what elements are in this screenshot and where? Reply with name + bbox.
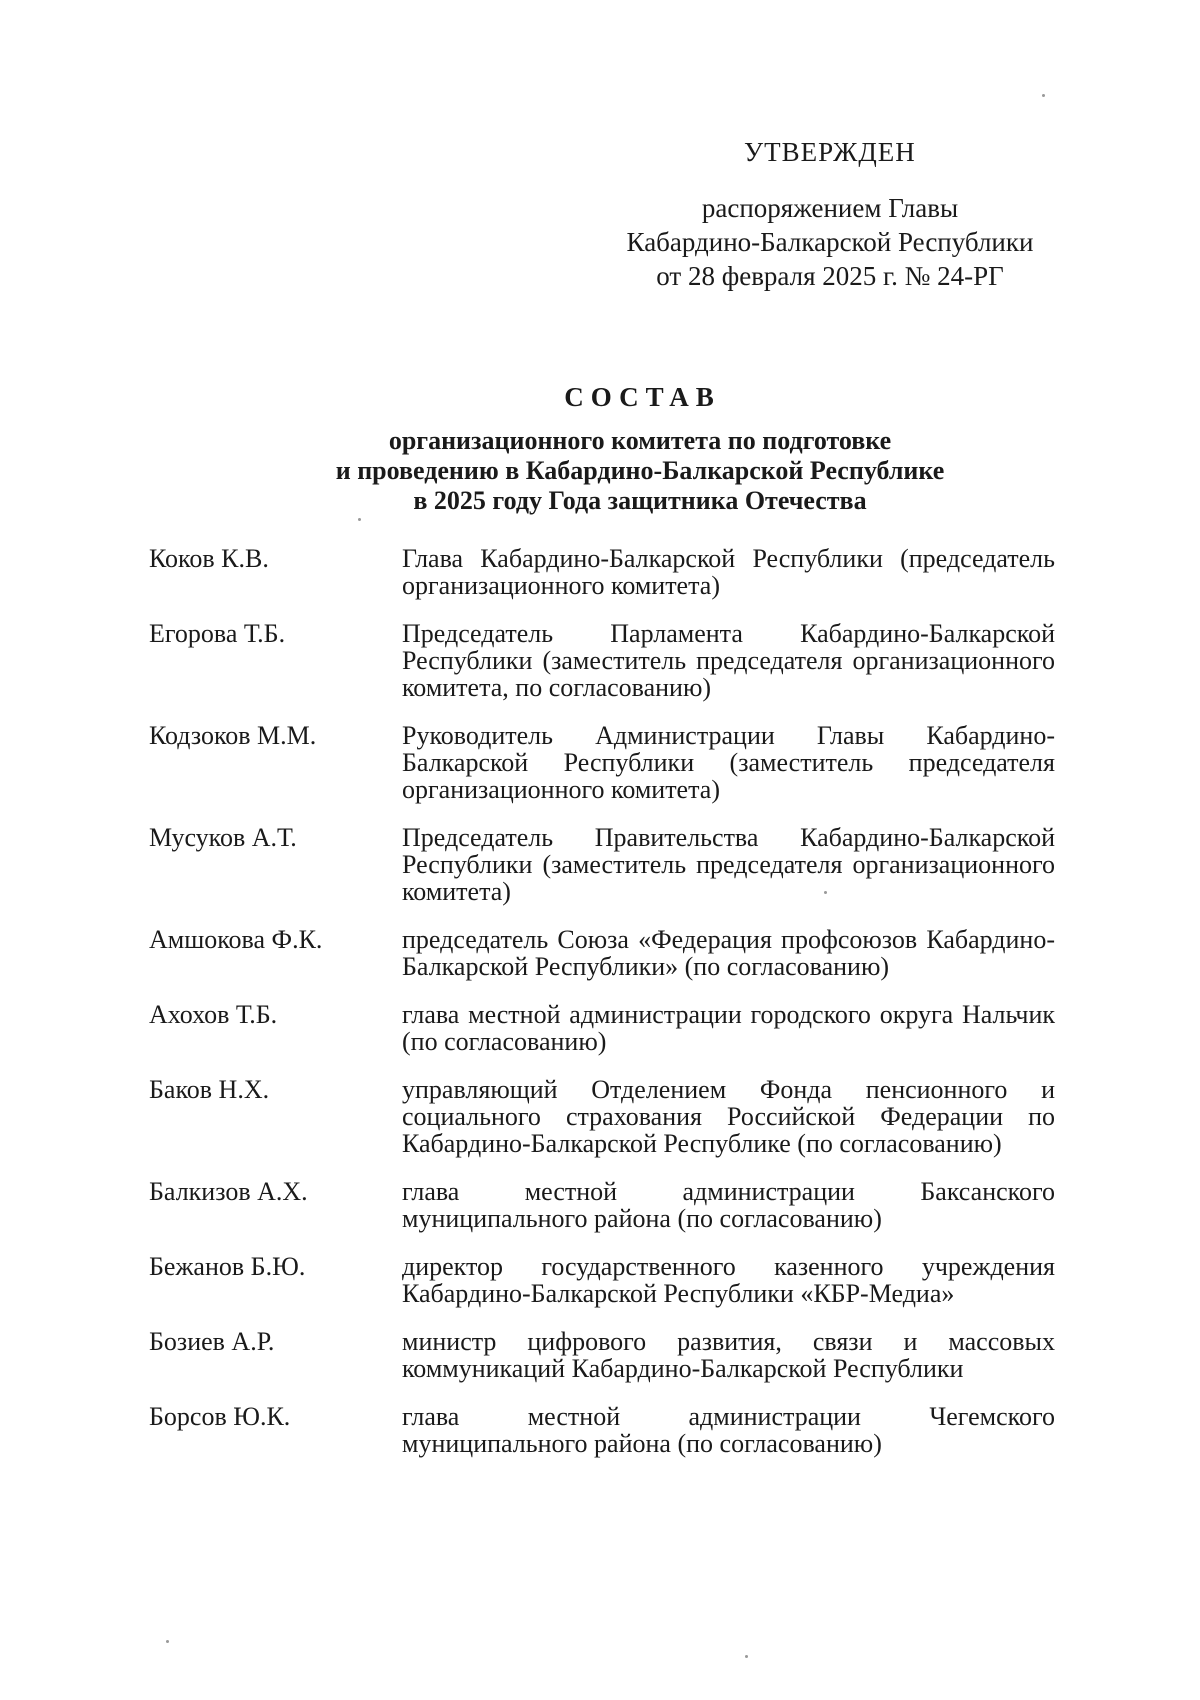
member-name: Амшокова Ф.К. [149, 925, 323, 954]
member-role: глава местной администрации городского округа Нальчик (по согласованию) [402, 1000, 1055, 1056]
scan-speck [824, 891, 827, 894]
member-role: глава местной администрации Чегемского муниципального района (по согласованию) [402, 1402, 1055, 1458]
member-name: Бежанов Б.Ю. [149, 1252, 306, 1281]
member-row [149, 1253, 1055, 1307]
scan-speck [166, 1640, 169, 1643]
approval-details [600, 191, 1060, 293]
member-row [149, 620, 1055, 701]
approval-line: распоряжением Главы [701, 193, 959, 223]
member-name: Егорова Т.Б. [149, 619, 286, 648]
document-title: СОСТАВ [564, 382, 721, 412]
subtitle-line: в 2025 году Года защитника Отечества [413, 486, 867, 515]
member-row [149, 545, 1055, 599]
member-role: Председатель Правительства Кабардино-Балкарской Республики (заместитель председателя организационного комитета) [402, 823, 1055, 906]
member-name: Балкизов А.Х. [149, 1177, 308, 1206]
member-name: Борсов Ю.К. [149, 1402, 291, 1431]
member-row [149, 824, 1055, 905]
document-subtitle [195, 426, 1085, 516]
committee-roster [149, 545, 1055, 1478]
subtitle-line: организационного комитета по подготовке [388, 426, 892, 455]
approval-stamp [600, 135, 1060, 293]
member-role: Глава Кабардино-Балкарской Республики (председатель организационного комитета) [402, 544, 1055, 600]
document-heading [150, 380, 1085, 516]
member-row [149, 926, 1055, 980]
scan-speck [745, 1655, 748, 1658]
member-name: Коков К.В. [149, 544, 269, 573]
scan-speck [1042, 94, 1045, 97]
member-name: Бозиев А.Р. [149, 1327, 275, 1356]
member-row [149, 1178, 1055, 1232]
approval-line: Кабардино-Балкарской Республики [626, 227, 1034, 257]
member-row [149, 1076, 1055, 1157]
member-role: Председатель Парламента Кабардино-Балкарской Республики (заместитель председателя организационного комитета, по согласованию) [402, 619, 1055, 702]
member-name: Кодзоков М.М. [149, 721, 317, 750]
member-row [149, 1001, 1055, 1055]
scan-speck [358, 518, 361, 521]
subtitle-line: и проведению в Кабардино-Балкарской Республике [335, 456, 945, 485]
approval-title: УТВЕРЖДЕН [744, 137, 916, 167]
member-row [149, 1328, 1055, 1382]
member-role: директор государственного казенного учреждения Кабардино-Балкарской Республики «КБР-Медиа» [402, 1252, 1055, 1308]
member-role: Руководитель Администрации Главы Кабардино-Балкарской Республики (заместитель председателя организационного комитета) [402, 721, 1055, 804]
member-name: Баков Н.Х. [149, 1075, 270, 1104]
member-role: министр цифрового развития, связи и массовых коммуникаций Кабардино-Балкарской Республики [402, 1327, 1055, 1383]
member-role: председатель Союза «Федерация профсоюзов Кабардино-Балкарской Республики» (по согласованию) [402, 925, 1055, 981]
member-row [149, 1403, 1055, 1457]
member-row [149, 722, 1055, 803]
member-name: Мусуков А.Т. [149, 823, 297, 852]
member-role: глава местной администрации Баксанского муниципального района (по согласованию) [402, 1177, 1055, 1233]
member-name: Ахохов Т.Б. [149, 1000, 278, 1029]
approval-line: от 28 февраля 2025 г. № 24-РГ [656, 261, 1004, 291]
member-role: управляющий Отделением Фонда пенсионного и социального страхования Российской Федерации по Кабардино-Балкарской Республике (по согласованию) [402, 1075, 1055, 1158]
